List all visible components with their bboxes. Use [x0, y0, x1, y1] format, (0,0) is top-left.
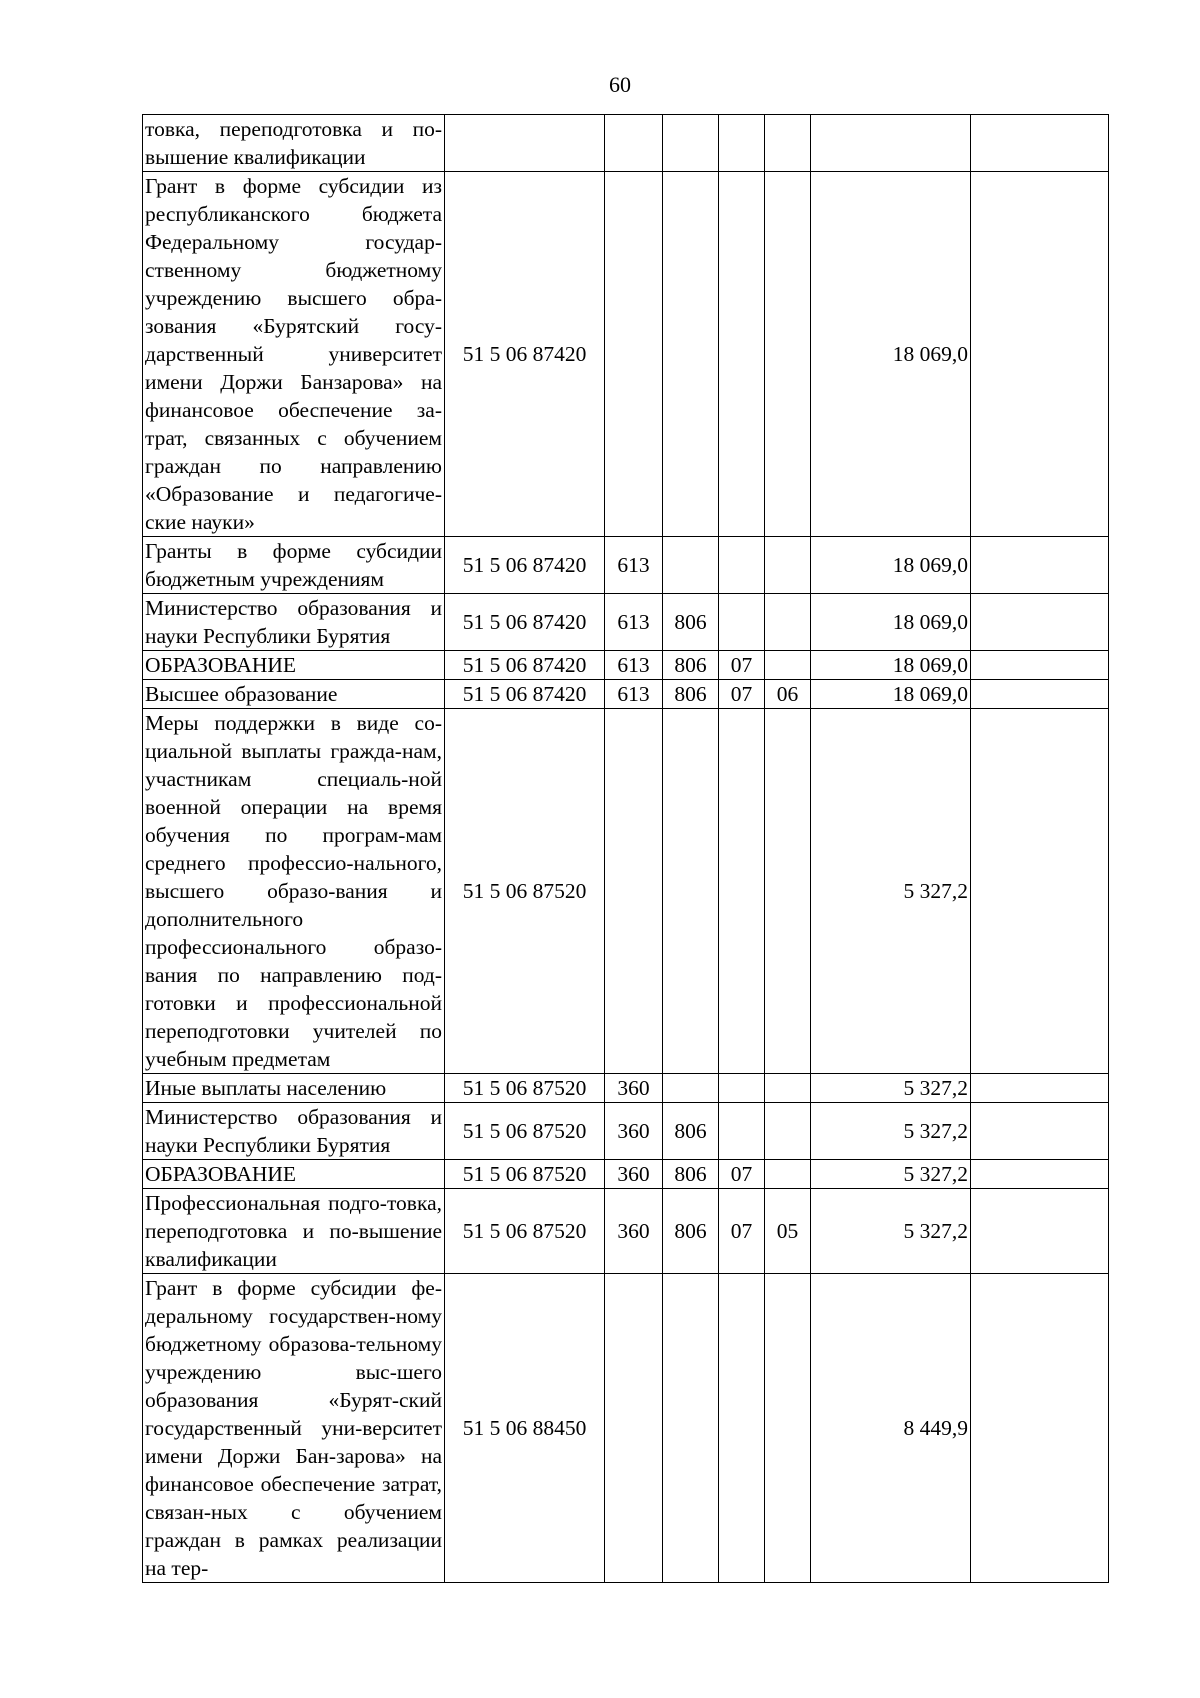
- section-code: [719, 709, 765, 1074]
- extra-amount: [971, 651, 1109, 680]
- row-name: Гранты в форме субсидии бюджетным учреждениям: [143, 537, 445, 594]
- table-row: [143, 651, 1109, 680]
- section-code: 07: [719, 680, 765, 709]
- extra-amount: [971, 1274, 1109, 1583]
- table-row: [143, 709, 1109, 1074]
- subsection-code: [765, 115, 811, 172]
- amount: 18 069,0: [811, 651, 971, 680]
- subsection-code: [765, 172, 811, 537]
- ministry-code: [663, 172, 719, 537]
- expense-type: 360: [605, 1160, 663, 1189]
- row-name: Грант в форме субсидии из республиканского бюджета Федеральному государ-ственному бюджетному учреждению высшего обра-зования «Бурятский госу-дарственный университет имени Доржи Банзарова» на финансовое обеспечение за-трат, связанных с обучением граждан по направлению «Образование и педагогиче-ские науки»: [143, 172, 445, 537]
- ministry-code: 806: [663, 1189, 719, 1274]
- amount: 5 327,2: [811, 1160, 971, 1189]
- expense-type: 613: [605, 537, 663, 594]
- subsection-code: [765, 1160, 811, 1189]
- subsection-code: 06: [765, 680, 811, 709]
- expense-type: [605, 115, 663, 172]
- subsection-code: [765, 709, 811, 1074]
- expense-type: 360: [605, 1189, 663, 1274]
- target-code: 51 5 06 87520: [445, 709, 605, 1074]
- row-name: Министерство образования и науки Республики Бурятия: [143, 1103, 445, 1160]
- target-code: 51 5 06 87420: [445, 172, 605, 537]
- section-code: [719, 537, 765, 594]
- table-row: [143, 1274, 1109, 1583]
- target-code: 51 5 06 87520: [445, 1160, 605, 1189]
- amount: 18 069,0: [811, 680, 971, 709]
- amount: 5 327,2: [811, 1103, 971, 1160]
- amount: 5 327,2: [811, 1074, 971, 1103]
- row-name: Иные выплаты населению: [143, 1074, 445, 1103]
- extra-amount: [971, 1103, 1109, 1160]
- extra-amount: [971, 594, 1109, 651]
- expense-type: 613: [605, 651, 663, 680]
- section-code: [719, 172, 765, 537]
- extra-amount: [971, 709, 1109, 1074]
- table-row: [143, 1074, 1109, 1103]
- expense-type: 613: [605, 680, 663, 709]
- subsection-code: [765, 1103, 811, 1160]
- extra-amount: [971, 537, 1109, 594]
- table-row: [143, 537, 1109, 594]
- target-code: 51 5 06 87420: [445, 651, 605, 680]
- table-row: [143, 1189, 1109, 1274]
- extra-amount: [971, 172, 1109, 537]
- subsection-code: [765, 537, 811, 594]
- row-name: ОБРАЗОВАНИЕ: [143, 1160, 445, 1189]
- target-code: 51 5 06 88450: [445, 1274, 605, 1583]
- expense-type: [605, 172, 663, 537]
- row-name: Грант в форме субсидии фе-деральному государствен-ному бюджетному образова-тельному учреждению выс-шего образования «Бурят-ский государственный уни-верситет имени Доржи Бан-зарова» на финансовое обеспечение затрат, связан-ных с обучением граждан в рамках реализации на тер-: [143, 1274, 445, 1583]
- extra-amount: [971, 1160, 1109, 1189]
- section-code: [719, 1103, 765, 1160]
- table-row: [143, 594, 1109, 651]
- ministry-code: [663, 115, 719, 172]
- amount: 8 449,9: [811, 1274, 971, 1583]
- page-number: 60: [609, 72, 631, 97]
- target-code: 51 5 06 87420: [445, 537, 605, 594]
- ministry-code: 806: [663, 680, 719, 709]
- section-code: 07: [719, 651, 765, 680]
- budget-table-body: [143, 115, 1109, 1583]
- section-code: [719, 1074, 765, 1103]
- amount: 18 069,0: [811, 172, 971, 537]
- row-name: Профессиональная подго-товка, переподготовка и по-вышение квалификации: [143, 1189, 445, 1274]
- extra-amount: [971, 680, 1109, 709]
- expense-type: 613: [605, 594, 663, 651]
- section-code: [719, 1274, 765, 1583]
- section-code: 07: [719, 1189, 765, 1274]
- budget-table: [142, 114, 1109, 1583]
- row-name: Министерство образования и науки Республики Бурятия: [143, 594, 445, 651]
- extra-amount: [971, 1189, 1109, 1274]
- amount: [811, 115, 971, 172]
- ministry-code: 806: [663, 594, 719, 651]
- subsection-code: 05: [765, 1189, 811, 1274]
- table-row: [143, 172, 1109, 537]
- ministry-code: [663, 1074, 719, 1103]
- table-row: [143, 1160, 1109, 1189]
- expense-type: 360: [605, 1103, 663, 1160]
- expense-type: [605, 1274, 663, 1583]
- ministry-code: 806: [663, 1103, 719, 1160]
- row-name: товка, переподготовка и по-вышение квалификации: [143, 115, 445, 172]
- target-code: 51 5 06 87520: [445, 1074, 605, 1103]
- subsection-code: [765, 1074, 811, 1103]
- ministry-code: [663, 537, 719, 594]
- table-row: [143, 680, 1109, 709]
- ministry-code: [663, 1274, 719, 1583]
- extra-amount: [971, 1074, 1109, 1103]
- extra-amount: [971, 115, 1109, 172]
- expense-type: 360: [605, 1074, 663, 1103]
- target-code: [445, 115, 605, 172]
- ministry-code: [663, 709, 719, 1074]
- row-name: ОБРАЗОВАНИЕ: [143, 651, 445, 680]
- section-code: [719, 594, 765, 651]
- row-name: Высшее образование: [143, 680, 445, 709]
- ministry-code: 806: [663, 651, 719, 680]
- amount: 5 327,2: [811, 1189, 971, 1274]
- target-code: 51 5 06 87520: [445, 1189, 605, 1274]
- target-code: 51 5 06 87420: [445, 680, 605, 709]
- amount: 18 069,0: [811, 537, 971, 594]
- subsection-code: [765, 594, 811, 651]
- ministry-code: 806: [663, 1160, 719, 1189]
- target-code: 51 5 06 87420: [445, 594, 605, 651]
- table-row: [143, 115, 1109, 172]
- section-code: [719, 115, 765, 172]
- subsection-code: [765, 651, 811, 680]
- target-code: 51 5 06 87520: [445, 1103, 605, 1160]
- amount: 18 069,0: [811, 594, 971, 651]
- section-code: 07: [719, 1160, 765, 1189]
- row-name: Меры поддержки в виде со-циальной выплаты гражда-нам, участникам специаль-ной военной операции на время обучения по програм-мам среднего профессио-нального, высшего образо-вания и дополнительного профессионального образо-вания по направлению под-готовки и профессиональной переподготовки учителей по учебным предметам: [143, 709, 445, 1074]
- amount: 5 327,2: [811, 709, 971, 1074]
- table-row: [143, 1103, 1109, 1160]
- subsection-code: [765, 1274, 811, 1583]
- expense-type: [605, 709, 663, 1074]
